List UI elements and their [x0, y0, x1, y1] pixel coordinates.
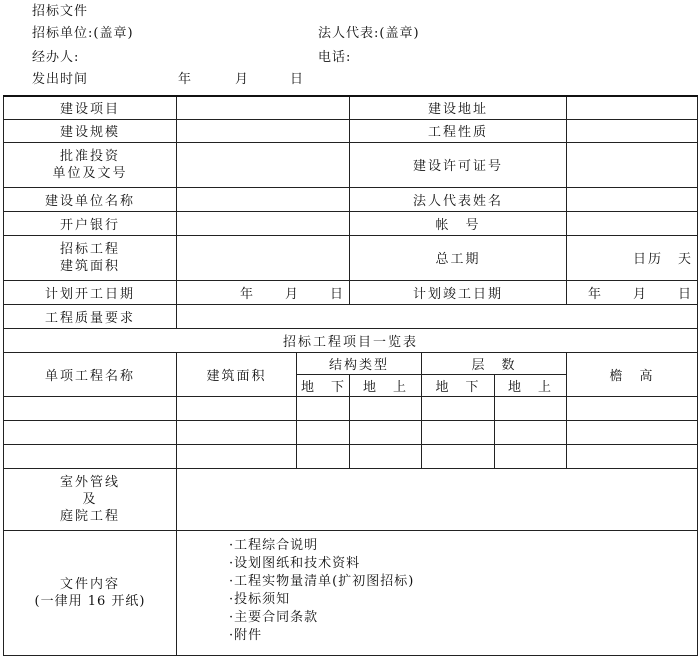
issue-day: 日: [290, 72, 305, 87]
cell[interactable]: [567, 396, 698, 420]
cell[interactable]: [495, 420, 567, 444]
start-date-label: 计划开工日期: [4, 280, 177, 304]
table-row: [4, 444, 698, 468]
table-row: [4, 420, 698, 444]
structure-above: 地 上: [350, 374, 422, 396]
permit-value[interactable]: [567, 142, 698, 187]
cell[interactable]: [495, 396, 567, 420]
bank-label: 开户银行: [4, 211, 177, 235]
cell[interactable]: [350, 444, 422, 468]
list-item: ·投标须知: [229, 591, 291, 607]
cell[interactable]: [4, 444, 177, 468]
floors-above: 地 上: [495, 374, 567, 396]
legal-rep-label: 法人代表:(盖章): [318, 26, 420, 41]
cell[interactable]: [177, 444, 297, 468]
list-item: ·附件: [229, 627, 263, 643]
cell[interactable]: [350, 420, 422, 444]
list-item: ·设划图纸和技术资料: [229, 555, 361, 571]
quality-label: 工程质量要求: [4, 304, 177, 328]
cell[interactable]: [177, 420, 297, 444]
tender-unit-label: 招标单位:(盖章): [32, 26, 134, 41]
structure-under: 地 下: [297, 374, 350, 396]
nature-value[interactable]: [567, 119, 698, 142]
list-item: ·工程综合说明: [229, 537, 319, 553]
cell[interactable]: [4, 396, 177, 420]
permit-label: 建设许可证号: [350, 142, 567, 187]
project-value[interactable]: [177, 96, 350, 119]
outdoor-label: 室外管线 及 庭院工程: [4, 468, 177, 530]
issue-time-label: 发出时间: [32, 72, 89, 87]
bank-value[interactable]: [177, 211, 350, 235]
start-date-value[interactable]: 年 月 日: [177, 280, 350, 304]
contents-label: 文件内容 (一律用 16 开纸): [4, 530, 177, 655]
cell[interactable]: [495, 444, 567, 468]
unit-name-value[interactable]: [177, 187, 350, 211]
doc-title: 招标文件: [32, 4, 89, 19]
area-label: 招标工程 建筑面积: [4, 235, 177, 280]
cell[interactable]: [177, 396, 297, 420]
col-name-header: 单项工程名称: [4, 352, 177, 396]
cell[interactable]: [297, 444, 350, 468]
cell[interactable]: [297, 420, 350, 444]
address-label: 建设地址: [350, 96, 567, 119]
cell[interactable]: [4, 420, 177, 444]
unit-name-label: 建设单位名称: [4, 187, 177, 211]
contents-list: [177, 530, 698, 655]
col-structure-header: 结构类型: [297, 352, 422, 374]
cell[interactable]: [422, 396, 495, 420]
list-item: ·工程实物量清单(扩初图招标): [229, 573, 415, 589]
calendar-days[interactable]: 日历 天: [567, 235, 698, 280]
approval-value[interactable]: [177, 142, 350, 187]
list-table-title: 招标工程项目一览表: [4, 328, 698, 352]
list-item: ·主要合同条款: [229, 609, 319, 625]
issue-month: 月: [235, 72, 250, 87]
tender-form-table: [3, 95, 698, 656]
finish-date-value[interactable]: 年 月 日: [567, 280, 698, 304]
col-floors-header: 层 数: [422, 352, 567, 374]
duration-label: 总工期: [350, 235, 567, 280]
cell[interactable]: [422, 420, 495, 444]
col-height-header: 檐 高: [567, 352, 698, 396]
account-value[interactable]: [567, 211, 698, 235]
table-row: [4, 396, 698, 420]
project-label: 建设项目: [4, 96, 177, 119]
cell[interactable]: [297, 396, 350, 420]
account-label: 帐 号: [350, 211, 567, 235]
legal-name-label: 法人代表姓名: [350, 187, 567, 211]
issue-year: 年: [178, 72, 193, 87]
col-area-header: 建筑面积: [177, 352, 297, 396]
approval-label: 批准投资 单位及文号: [4, 142, 177, 187]
area-value[interactable]: [177, 235, 350, 280]
address-value[interactable]: [567, 96, 698, 119]
quality-value[interactable]: [177, 304, 698, 328]
floors-under: 地 下: [422, 374, 495, 396]
legal-name-value[interactable]: [567, 187, 698, 211]
scale-label: 建设规模: [4, 119, 177, 142]
phone-label: 电话:: [318, 50, 352, 65]
cell[interactable]: [422, 444, 495, 468]
outdoor-value[interactable]: [177, 468, 698, 530]
scale-value[interactable]: [177, 119, 350, 142]
cell[interactable]: [567, 444, 698, 468]
cell[interactable]: [567, 420, 698, 444]
handler-label: 经办人:: [32, 50, 80, 65]
finish-date-label: 计划竣工日期: [350, 280, 567, 304]
nature-label: 工程性质: [350, 119, 567, 142]
cell[interactable]: [350, 396, 422, 420]
